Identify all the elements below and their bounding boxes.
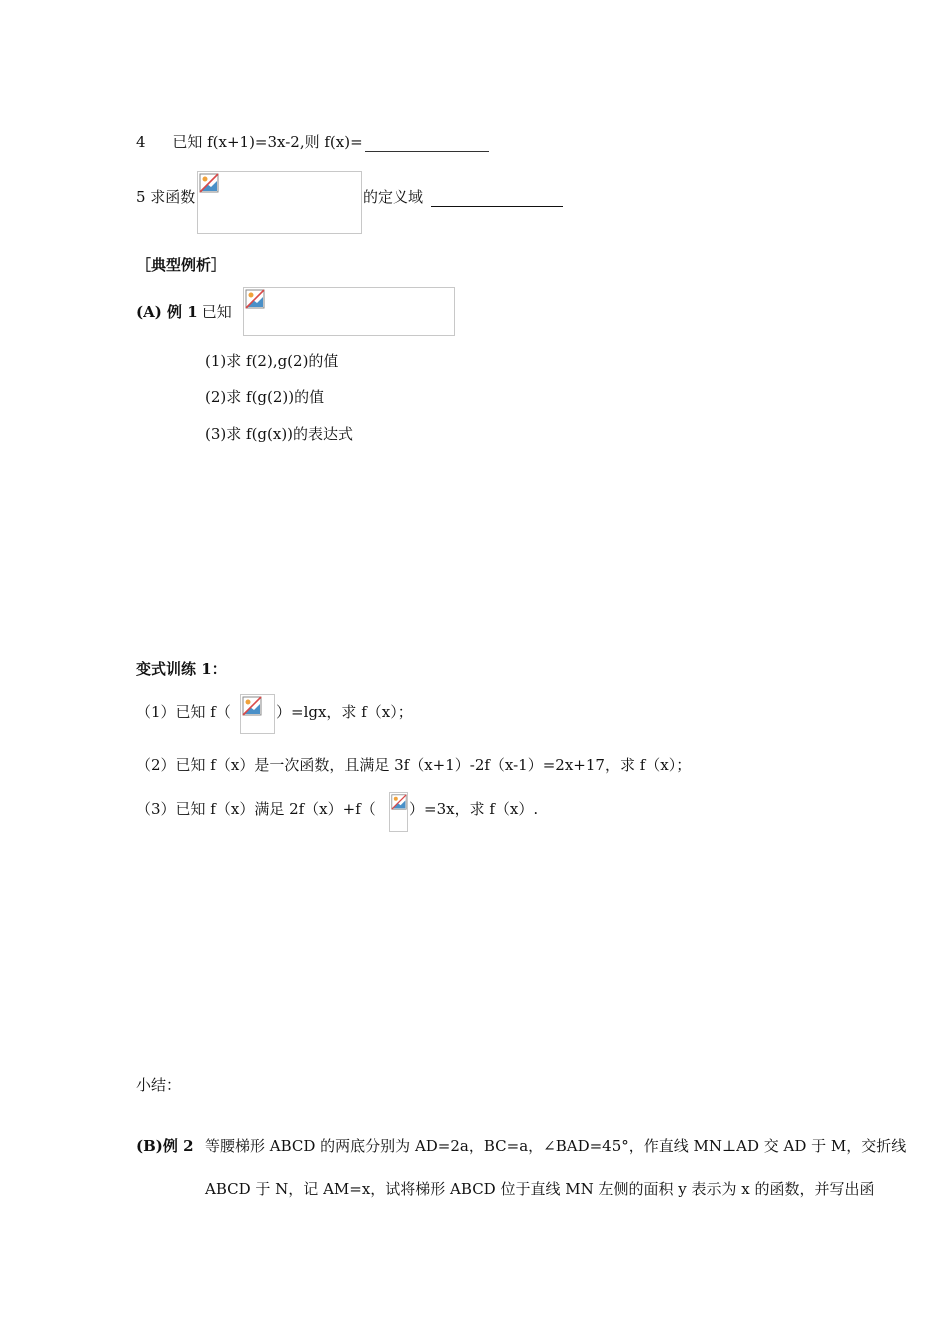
question-4 bbox=[136, 132, 489, 152]
broken-image-icon bbox=[245, 289, 265, 309]
question-5-answer-blank[interactable] bbox=[431, 192, 563, 207]
question-5-suffix bbox=[363, 187, 563, 207]
summary-label: 小结： bbox=[136, 1076, 182, 1094]
formula-image-example-1 bbox=[243, 287, 455, 336]
question-5-prefix: 5 求函数 bbox=[136, 188, 196, 206]
example-1-prefix: 已知 bbox=[201, 303, 232, 321]
section-title: ［典型例析］ bbox=[136, 256, 227, 274]
variant-training-title: 变式训练 1： bbox=[136, 660, 227, 678]
example-2-label: (B)例 2 bbox=[136, 1137, 194, 1155]
variant-problem-1-suffix: ）=lgx，求 f（x）； bbox=[276, 703, 413, 721]
variant-problem-1-prefix: （1）已知 f（ bbox=[136, 703, 231, 721]
example-1-label: (A) 例 1 bbox=[136, 303, 198, 321]
example-1-heading bbox=[136, 302, 232, 322]
broken-image-icon bbox=[391, 794, 407, 810]
broken-image-icon bbox=[242, 696, 262, 716]
variant-problem-3-prefix: （3）已知 f（x）满足 2f（x）+f（ bbox=[136, 800, 376, 818]
question-4-answer-blank[interactable] bbox=[365, 137, 489, 152]
example-1-sub-3: (3)求 f(g(x))的表达式 bbox=[205, 425, 354, 443]
variant-problem-2: （2）已知 f（x）是一次函数，且满足 3f（x+1）-2f（x-1）=2x+17，求 f（x）； bbox=[136, 756, 692, 774]
example-1-sub-1: (1)求 f(2),g(2)的值 bbox=[205, 352, 339, 370]
question-4-text: 已知 f(x+1)=3x-2,则 f(x)= bbox=[172, 133, 363, 151]
question-4-number: 4 bbox=[136, 133, 146, 151]
variant-problem-3-suffix: ）=3x，求 f（x）. bbox=[409, 800, 539, 818]
example-1-sub-2: (2)求 f(g(2))的值 bbox=[205, 388, 325, 406]
formula-image-variant-1 bbox=[240, 694, 275, 734]
formula-image-variant-3 bbox=[389, 792, 408, 832]
question-5-suffix-text: 的定义域 bbox=[363, 188, 424, 206]
example-2-line-2: ABCD 于 N，记 AM=x，试将梯形 ABCD 位于直线 MN 左侧的面积 y 表示为 x 的函数，并写出函 bbox=[205, 1180, 875, 1198]
broken-image-icon bbox=[199, 173, 219, 193]
example-2-line-1: 等腰梯形 ABCD 的两底分别为 AD=2a，BC=a，∠BAD=45°，作直线 MN⊥AD 交 AD 于 M，交折线 bbox=[205, 1137, 907, 1155]
formula-image-q5 bbox=[197, 171, 362, 234]
